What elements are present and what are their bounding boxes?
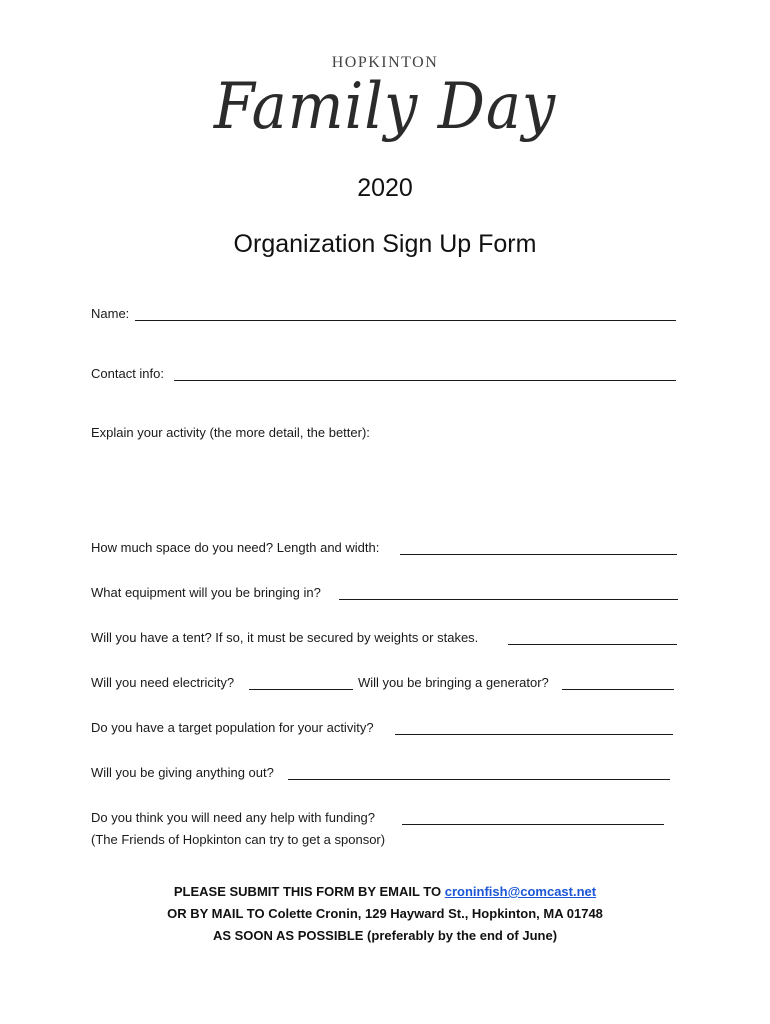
equipment-label: What equipment will you be bringing in?: [91, 585, 321, 600]
contact-info-field[interactable]: [174, 380, 676, 381]
target-population-label: Do you have a target population for your activity?: [91, 720, 374, 735]
email-link[interactable]: croninfish@comcast.net: [444, 884, 597, 899]
tent-field[interactable]: [508, 644, 677, 645]
generator-field[interactable]: [562, 689, 674, 690]
logo-hopkinton-text: HOPKINTON: [331, 54, 439, 71]
giving-out-label: Will you be giving anything out?: [91, 765, 274, 780]
generator-label: Will you be bringing a generator?: [358, 675, 549, 690]
submit-instructions-email: [0, 884, 770, 899]
electricity-label: Will you need electricity?: [91, 675, 235, 690]
name-label: Name:: [91, 306, 130, 321]
funding-note: (The Friends of Hopkinton can try to get a sponsor): [91, 832, 386, 847]
event-logo: [0, 50, 770, 180]
activity-description-label: Explain your activity (the more detail, the better):: [91, 425, 370, 440]
submit-email-prefix: PLEASE SUBMIT THIS FORM BY EMAIL TO: [173, 884, 445, 899]
funding-label: Do you think you will need any help with funding?: [91, 810, 376, 825]
space-field[interactable]: [400, 554, 677, 555]
contact-info-label: Contact info:: [91, 366, 164, 381]
target-population-field[interactable]: [395, 734, 673, 735]
submit-deadline: AS SOON AS POSSIBLE (preferably by the end of June): [212, 928, 558, 943]
logo-family-day-text: Family Day: [213, 70, 557, 144]
equipment-field[interactable]: [339, 599, 678, 600]
activity-description-area[interactable]: [91, 445, 676, 530]
form-title: Organization Sign Up Form: [233, 230, 537, 258]
electricity-field[interactable]: [249, 689, 353, 690]
event-year: 2020: [357, 174, 413, 202]
funding-field[interactable]: [402, 824, 664, 825]
name-field[interactable]: [135, 320, 676, 321]
space-label: How much space do you need? Length and width:: [91, 540, 380, 555]
tent-label: Will you have a tent? If so, it must be secured by weights or stakes.: [91, 630, 479, 645]
submit-instructions-mail: OR BY MAIL TO Colette Cronin, 129 Hayward St., Hopkinton, MA 01748: [167, 906, 603, 921]
giving-out-field[interactable]: [288, 779, 670, 780]
